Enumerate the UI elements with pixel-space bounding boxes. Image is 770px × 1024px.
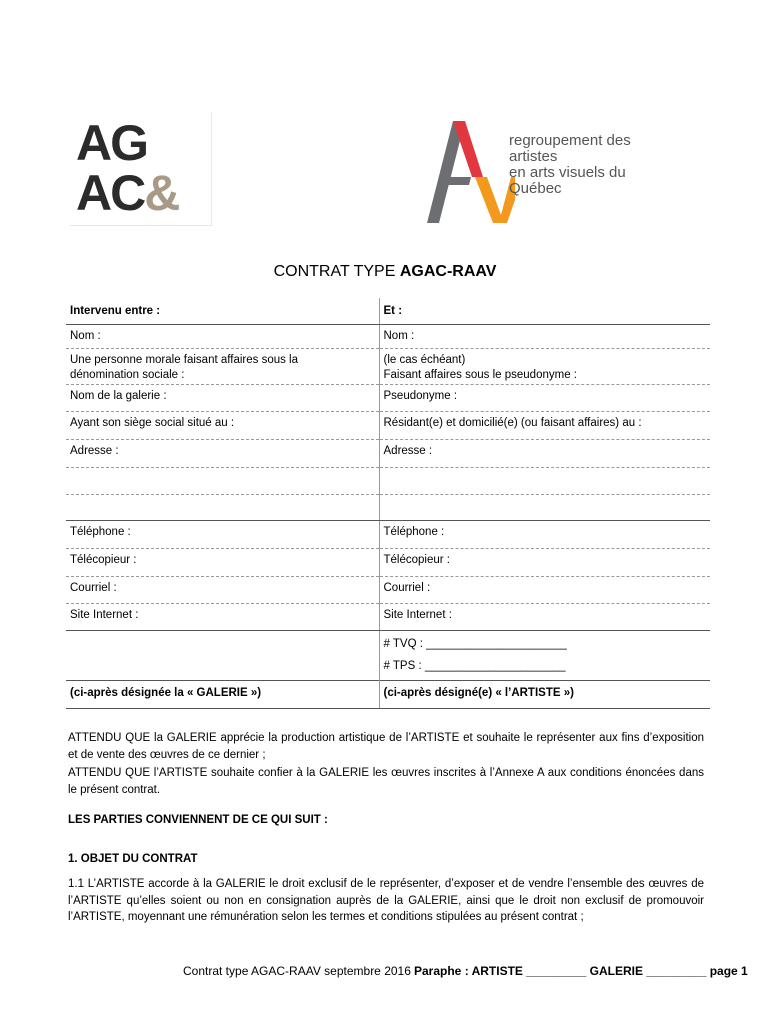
table-row	[66, 348, 710, 384]
section-1-heading: 1. OBJET DU CONTRAT	[68, 853, 198, 865]
gallery-denomination-line1: Une personne morale faisant affaires sous la	[70, 353, 299, 366]
raav-mark-gray-bar	[443, 177, 471, 185]
raav-tagline-line2: en arts visuels du Québec	[509, 164, 626, 197]
table-row	[66, 520, 710, 548]
table-row	[66, 324, 710, 348]
table-row	[66, 630, 710, 680]
artist-email-field[interactable]: Courriel :	[379, 576, 710, 603]
artist-phone-field[interactable]: Téléphone :	[379, 520, 710, 548]
tvq-field[interactable]: # TVQ : ______________________	[383, 637, 567, 650]
raav-tagline	[509, 133, 665, 197]
gallery-phone-field[interactable]: Téléphone :	[66, 520, 379, 548]
parties-header-row	[66, 298, 710, 324]
parties-header-left: Intervenu entre :	[66, 298, 379, 324]
agac-logo-ac: AC	[76, 165, 145, 221]
table-row	[66, 384, 710, 411]
table-row	[66, 411, 710, 439]
raav-logo-mark	[425, 115, 515, 227]
footer-contract-label: Contrat type AGAC-RAAV septembre 2016	[183, 964, 411, 978]
parties-footer-row	[66, 680, 710, 708]
agac-logo	[70, 112, 212, 226]
artist-residence-field[interactable]: Résidant(e) et domicilié(e) (ou faisant affaires) au :	[379, 411, 710, 439]
gallery-website-field[interactable]: Site Internet :	[66, 603, 379, 630]
artist-address-line3[interactable]	[379, 494, 710, 520]
artist-pseudonym-business-line2: Faisant affaires sous le pseudonyme :	[383, 368, 577, 381]
gallery-address-line3[interactable]	[66, 494, 379, 520]
footer-initials: Paraphe : ARTISTE _________ GALERIE _________ page 1	[414, 964, 748, 978]
raav-tagline-line1: regroupement des artistes	[509, 132, 631, 165]
agac-logo-line2	[76, 165, 179, 221]
gallery-fax-field[interactable]: Télécopieur :	[66, 548, 379, 576]
gallery-denomination-field[interactable]	[66, 348, 379, 384]
raav-logo	[425, 115, 665, 227]
artist-nom-field[interactable]: Nom :	[379, 324, 710, 348]
contract-title-bold: AGAC-RAAV	[399, 263, 497, 280]
contract-title-prefix: CONTRAT TYPE	[273, 263, 400, 280]
artist-tax-numbers	[379, 630, 710, 680]
section-1-1-paragraph: 1.1 L’ARTISTE accorde à la GALERIE le droit exclusif de le représenter, d’exposer et de vendre l’ensemble des œuvres de l’ARTISTE qu’elles soient ou non en consignation auprès de la GALERIE, ainsi que le droit non exclusif de promouvoir l’ARTISTE, moyennant une rémunération selon les termes et conditions stipulées au présent contrat ;	[68, 878, 704, 923]
table-row	[66, 439, 710, 467]
table-row	[66, 494, 710, 520]
artist-designation: (ci-après désigné(e) « l’ARTISTE »)	[379, 680, 710, 708]
artist-pseudonym-business-line1: (le cas échéant)	[383, 353, 466, 366]
gallery-designation: (ci-après désignée la « GALERIE »)	[66, 680, 379, 708]
parties-table	[66, 298, 710, 709]
gallery-tax-empty	[66, 630, 379, 680]
tps-field[interactable]: # TPS : ______________________	[383, 659, 566, 672]
table-row	[66, 467, 710, 494]
table-row	[66, 548, 710, 576]
artist-website-field[interactable]: Site Internet :	[379, 603, 710, 630]
parties-agree-heading: LES PARTIES CONVIENNENT DE CE QUI SUIT :	[68, 814, 328, 826]
gallery-denomination-line2: dénomination sociale :	[70, 368, 185, 381]
artist-address-field[interactable]: Adresse :	[379, 439, 710, 467]
gallery-email-field[interactable]: Courriel :	[66, 576, 379, 603]
artist-fax-field[interactable]: Télécopieur :	[379, 548, 710, 576]
table-row	[66, 576, 710, 603]
gallery-head-office-field[interactable]: Ayant son siège social situé au :	[66, 411, 379, 439]
gallery-address-field[interactable]: Adresse :	[66, 439, 379, 467]
agac-logo-line1: AG	[76, 115, 147, 171]
artist-pseudonym-field[interactable]: Pseudonyme :	[379, 384, 710, 411]
parties-header-right: Et :	[379, 298, 710, 324]
attendu-paragraph-1: ATTENDU QUE la GALERIE apprécie la production artistique de l’ARTISTE et souhaite le représenter aux fins d’exposition et de vente des œuvres de ce dernier ;	[68, 732, 704, 761]
attendu-paragraph-2: ATTENDU QUE l’ARTISTE souhaite confier à la GALERIE les œuvres inscrites à l’Annexe A aux conditions énoncées dans le présent contrat.	[68, 767, 704, 796]
contract-title	[0, 263, 770, 281]
gallery-nom-field[interactable]: Nom :	[66, 324, 379, 348]
artist-address-line2[interactable]	[379, 467, 710, 494]
artist-pseudonym-business-field[interactable]	[379, 348, 710, 384]
gallery-name-field[interactable]: Nom de la galerie :	[66, 384, 379, 411]
agac-logo-ampersand: &	[144, 165, 179, 221]
table-row	[66, 603, 710, 630]
gallery-address-line2[interactable]	[66, 467, 379, 494]
